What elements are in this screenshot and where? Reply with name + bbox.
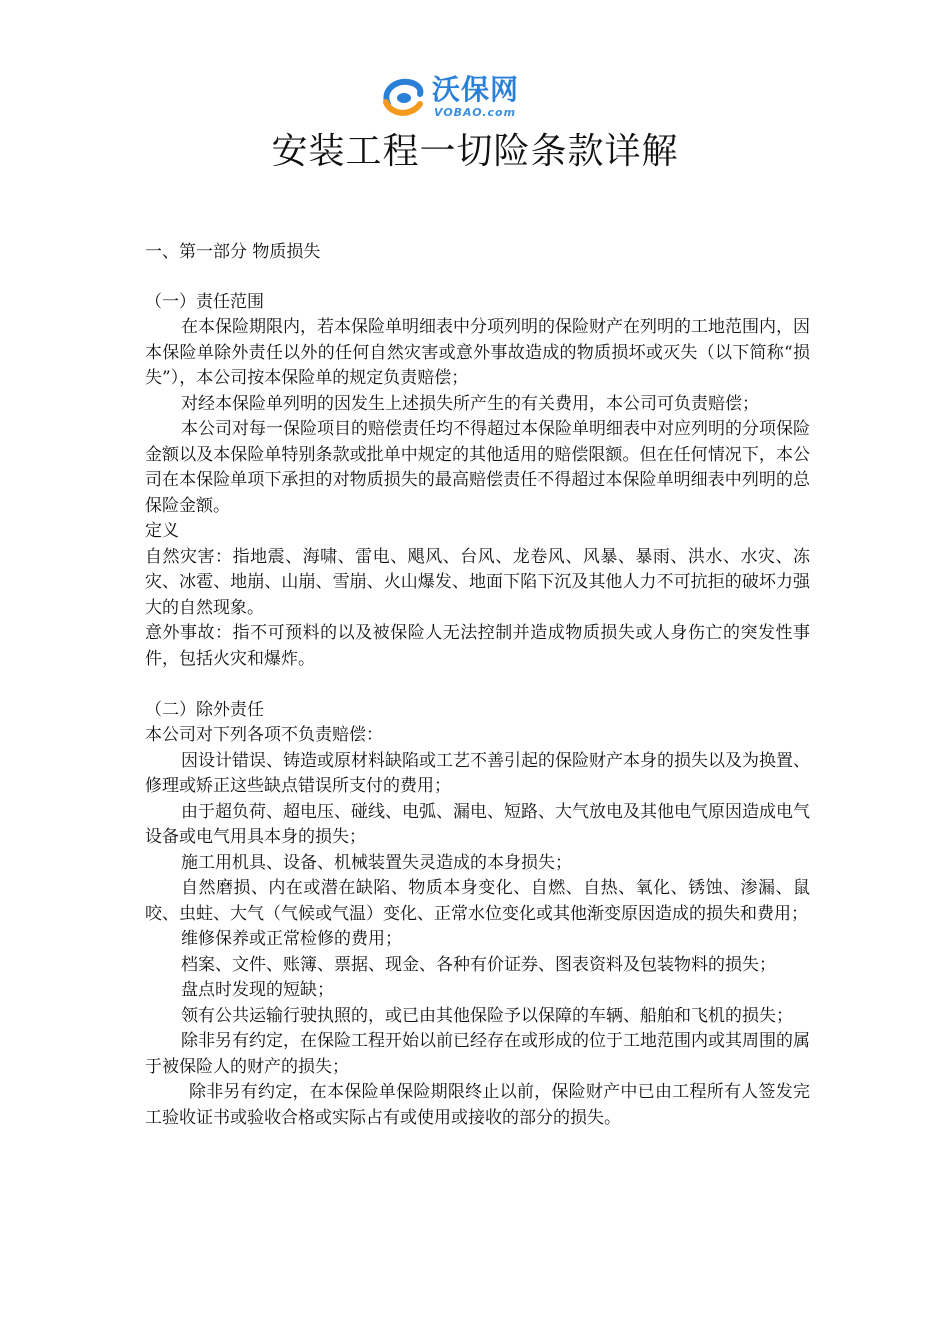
exclusion-item: 维修保养或正常检修的费用；	[181, 929, 402, 949]
exclusion-item: 自然磨损、内在或潜在缺陷、物质本身变化、自燃、自热、氧化、锈蚀、渗漏、鼠咬、虫蛀、大气（气候或气温）变化、正常水位变化或其他渐变原因造成的损失和费用；	[145, 878, 810, 924]
logo-text-cn: 沃保网	[432, 73, 520, 106]
document-title: 安装工程一切险条款详解	[271, 131, 679, 172]
paragraph: 对经本保险单列明的因发生上述损失所产生的有关费用，本公司可负责赔偿；	[181, 393, 759, 414]
exclusion-item: 由于超负荷、超电压、碰线、电弧、漏电、短路、大气放电及其他电气原因造成电气设备或电气用具本身的损失；	[145, 801, 810, 847]
exclusion-item: 除非另有约定，在本保险单保险期限终止以前，保险财产中已由工程所有人签发完工验收证书或验收合格或实际占有或使用或接收的部分的损失。	[145, 1082, 810, 1128]
paragraph: 本公司对每一保险项目的赔偿责任均不得超过本保险单明细表中对应列明的分项保险金额以及本保险单特别条款或批单中规定的其他适用的赔偿限额。但在任何情况下，本公司在本保险单项下承担的对物质损失的最高赔偿责任不得超过本保险单明细表中列明的总保险金额。	[145, 419, 810, 516]
definition-accident: 意外事故：指不可预料的以及被保险人无法控制并造成物质损失或人身伤亡的突发性事件，包括火灾和爆炸。	[145, 623, 810, 669]
exclusion-item: 因设计错误、铸造或原材料缺陷或工艺不善引起的保险财产本身的损失以及为换置、修理或矫正这些缺点错误所支付的费用；	[145, 750, 810, 796]
exclusion-item: 施工用机具、设备、机械装置失灵造成的本身损失；	[181, 852, 572, 873]
exclusions-intro: 本公司对下列各项不负责赔偿：	[145, 725, 383, 745]
vobao-logo-icon	[380, 74, 426, 118]
exclusion-item: 盘点时发现的短缺；	[181, 980, 334, 1000]
section-heading: 一、第一部分 物质损失	[145, 242, 321, 262]
subsection-heading-scope: （一）责任范围	[145, 291, 264, 312]
definition-heading: 定义	[145, 521, 179, 541]
document-body	[145, 240, 810, 1131]
logo-text-en: VOBAO.com	[434, 106, 517, 119]
exclusion-item: 除非另有约定，在保险工程开始以前已经存在或形成的位于工地范围内或其周围的属于被保险人的财产的损失；	[145, 1031, 810, 1077]
vobao-logo	[380, 72, 560, 122]
subsection-heading-exclusions: （二）除外责任	[145, 699, 264, 720]
definition-natural-disaster: 自然灾害：指地震、海啸、雷电、飓风、台风、龙卷风、风暴、暴雨、洪水、水灾、冻灾、冰雹、地崩、山崩、雪崩、火山爆发、地面下陷下沉及其他人力不可抗拒的破坏力强大的自然现象。	[145, 546, 810, 618]
paragraph: 在本保险期限内，若本保险单明细表中分项列明的保险财产在列明的工地范围内，因本保险单除外责任以外的任何自然灾害或意外事故造成的物质损坏或灭失（以下简称“损失”），本公司按本保险单的规定负责赔偿；	[145, 317, 810, 388]
exclusion-item: 领有公共运输行驶执照的，或已由其他保险予以保障的车辆、船舶和飞机的损失；	[181, 1005, 793, 1026]
exclusion-item: 档案、文件、账簿、票据、现金、各种有价证券、图表资料及包装物料的损失；	[181, 954, 776, 975]
